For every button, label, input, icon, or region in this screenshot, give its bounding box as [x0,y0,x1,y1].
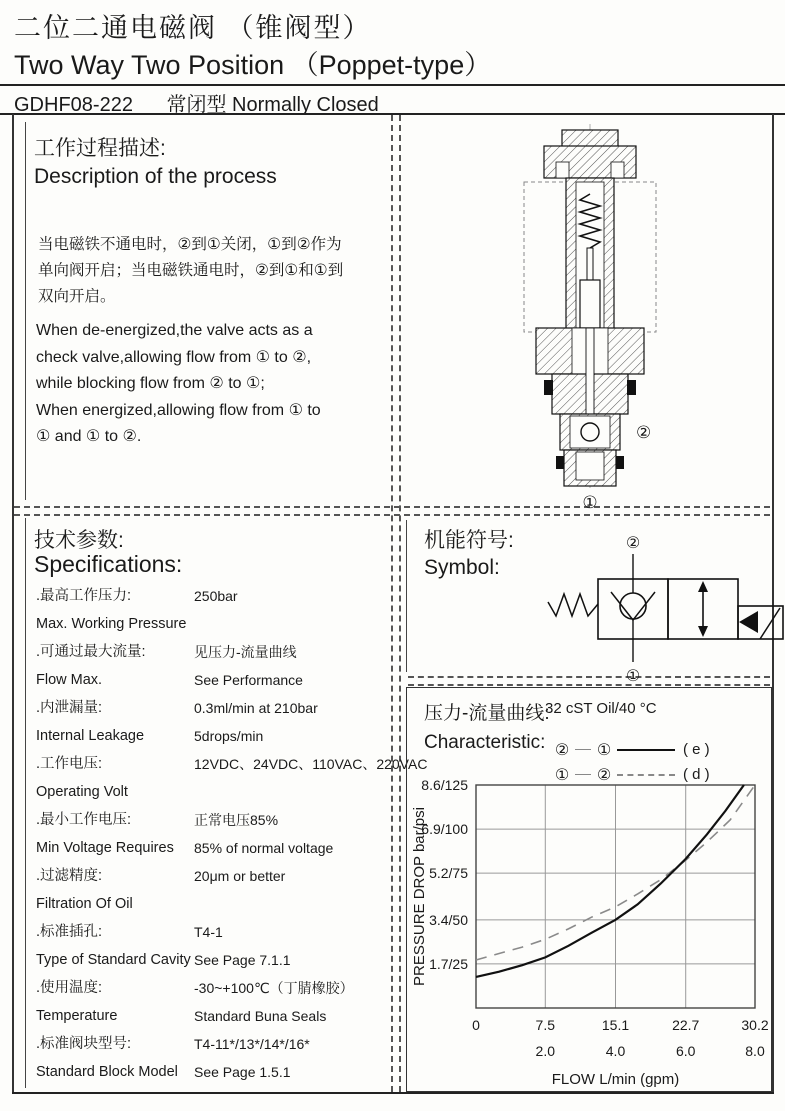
spec-line [36,946,386,974]
symbol-port-1-label: ① [625,668,641,684]
spec-line [36,582,386,610]
spec-label: .最小工作电压: [36,812,132,828]
description-line: ① and ① to ②. [36,428,142,445]
x-tick-label: 7.5 [535,1017,556,1033]
spec-line [36,638,386,666]
y-axis-title: PRESSURE DROP bar/psi [411,807,428,986]
spec-row [36,862,386,918]
flow-arrow-head-up [698,581,708,592]
spec-value: 20μm or better [194,868,286,884]
symbol-spring [548,594,598,616]
specs-heading-en: Specifications: [34,551,183,577]
characteristic-heading-cn: 压力-流量曲线: [424,703,550,724]
legend-port-to: ① [596,741,612,759]
spec-label: Temperature [36,1008,118,1024]
description-heading-en: Description of the process [34,165,277,188]
symbol-port-2-label: ② [625,535,641,552]
spec-value: 5drops/min [194,728,264,744]
legend-port-to: ② [596,766,612,784]
row-divider-dashed [14,514,770,516]
spec-value: See Performance [194,672,303,688]
x-tick-label: 15.1 [601,1017,630,1033]
spec-line [36,610,386,638]
y-tick-label: 1.7/25 [429,955,468,972]
spec-value: See Page 1.5.1 [194,1064,291,1080]
o-ring-left [544,380,553,395]
spec-label: .过滤精度: [36,868,103,884]
frame-left-border [12,114,14,1094]
flow-arrow-head-down [698,626,708,637]
poppet-stem [586,328,594,416]
drawing-port-1-label: ① [582,493,598,512]
y-tick-label: 6.9/100 [421,821,468,838]
characteristic-heading-en: Characteristic: [424,732,546,753]
spec-value: T4-1 [194,924,223,940]
description-line: 单向阀开启；当电磁铁通电时，②到①和①到 [38,262,344,279]
spec-row [36,974,386,1030]
x-tick-gpm-label: 6.0 [675,1043,696,1059]
spec-line [36,806,386,834]
spec-label: .最高工作压力: [36,588,132,604]
x-tick-label: 30.2 [741,1017,769,1033]
description-line: When de-energized,the valve acts as a [36,322,313,339]
spec-label: .标准阀块型号: [36,1036,132,1052]
spec-value: Standard Buna Seals [194,1008,327,1024]
legend-label: ( e ) [683,741,710,758]
symbol-heading-en: Symbol: [424,556,500,579]
spec-value: 正常电压85% [194,812,279,828]
check-valve-seat [611,592,633,620]
description-line: 双向开启。 [38,288,116,305]
check-valve-ball [620,593,646,619]
solenoid-slash [760,608,780,639]
y-tick-label: 5.2/75 [429,865,468,882]
hydraulic-symbol [538,534,785,684]
frame-bottom-border [12,1092,774,1094]
spec-row [36,582,386,638]
x-tick-label: 22.7 [672,1017,700,1033]
spec-line [36,834,386,862]
model-type-label: 常闭型 Normally Closed [166,94,379,116]
description-line: while blocking flow from ② to ①; [36,375,265,392]
x-tick-gpm-label: 4.0 [605,1043,626,1059]
spec-line [36,890,386,918]
x-tick-label: 0 [472,1017,480,1033]
legend-port-from: ① [554,766,570,784]
spec-label: .标准插孔: [36,924,103,940]
y-tick-label: 3.4/50 [429,911,468,928]
solenoid-triangle [739,611,758,633]
spec-label: Operating Volt [36,784,128,800]
armature [580,280,600,328]
spec-label: .可通过最大流量: [36,644,146,660]
spec-label: Internal Leakage [36,728,145,744]
spec-value: 见压力-流量曲线 [194,644,297,660]
poppet-ball [581,423,599,441]
spec-row [36,806,386,862]
legend-label: ( d ) [683,766,710,783]
symbol-heading-cn: 机能符号: [424,529,514,552]
spec-label: Flow Max. [36,672,103,688]
spec-value: 12VDC、24VDC、110VAC、220VAC [194,756,428,772]
spec-value: 250bar [194,588,238,604]
spec-line [36,974,386,1002]
nose-cavity [576,452,604,480]
spec-row [36,918,386,974]
spec-row [36,638,386,694]
spec-line [36,694,386,722]
x-axis-title: FLOW L/min (gpm) [551,1071,680,1088]
column-divider-dashed [399,115,401,1092]
spec-label: Type of Standard Cavity [36,952,191,968]
pressure-flow-chart [406,687,772,1092]
spec-line [36,666,386,694]
drawing-port-2-label: ② [636,423,652,442]
oil-condition-note: 32 cST Oil/40 °C [545,700,657,717]
spec-label: .使用温度: [36,980,103,996]
spec-line [36,1002,386,1030]
x-tick-gpm-label: 8.0 [745,1043,765,1059]
spec-label: Filtration Of Oil [36,896,133,912]
valve-cross-section-drawing [450,120,750,512]
seal-right [616,456,624,469]
spec-label: Standard Block Model [36,1064,178,1080]
specs-heading-cn: 技术参数: [34,529,124,552]
description-line: When energized,allowing flow from ① to [36,401,321,419]
symbol-chart-divider-dashed [408,684,770,686]
symbol-panel-border [406,520,407,672]
spec-line [36,862,386,890]
spec-label: Min Voltage Requires [36,840,174,856]
description-line: check valve,allowing flow from ① to ②, [36,348,312,366]
cap-notch [611,162,624,178]
spec-label: .内泄漏量: [36,700,103,716]
y-tick-label: 8.6/125 [421,777,468,793]
spec-row [36,750,428,806]
spec-line [36,1030,386,1058]
x-tick-gpm-label: 2.0 [535,1043,556,1059]
spec-line [36,918,386,946]
spec-value: 0.3ml/min at 210bar [194,700,318,716]
page-title-en: Two Way Two Position （Poppet-type） [14,50,492,80]
check-valve-seat [633,592,655,620]
description-panel-border [25,122,26,500]
specs-panel-border [25,518,26,1088]
description-body-cn [38,232,343,310]
spec-row [36,694,386,750]
header-divider-top [0,84,785,86]
spec-value: See Page 7.1.1 [194,952,291,968]
spec-line [36,750,428,778]
legend-port-from: ② [554,741,570,759]
model-code: GDHF08-222 [14,94,133,116]
description-line: 当电磁铁不通电时，②到①关闭，①到②作为 [38,236,342,253]
spec-label: Max. Working Pressure [36,616,187,632]
page-title-cn: 二位二通电磁阀 （锥阀型） [14,13,372,43]
spec-line [36,778,386,806]
description-body-en [36,318,321,451]
spec-line [36,1058,386,1086]
seal-left [556,456,564,469]
column-divider-dashed [391,115,393,1092]
description-heading-cn: 工作过程描述: [34,137,166,160]
spec-label: .工作电压: [36,756,103,772]
o-ring-right [627,380,636,395]
spec-value: T4-11*/13*/14*/16* [194,1036,310,1052]
spec-line [36,722,386,750]
spec-value: -30~+100℃（丁腈橡胶） [194,980,354,996]
spec-value: 85% of normal voltage [194,840,334,856]
spec-row [36,1030,386,1086]
cap-notch [556,162,569,178]
